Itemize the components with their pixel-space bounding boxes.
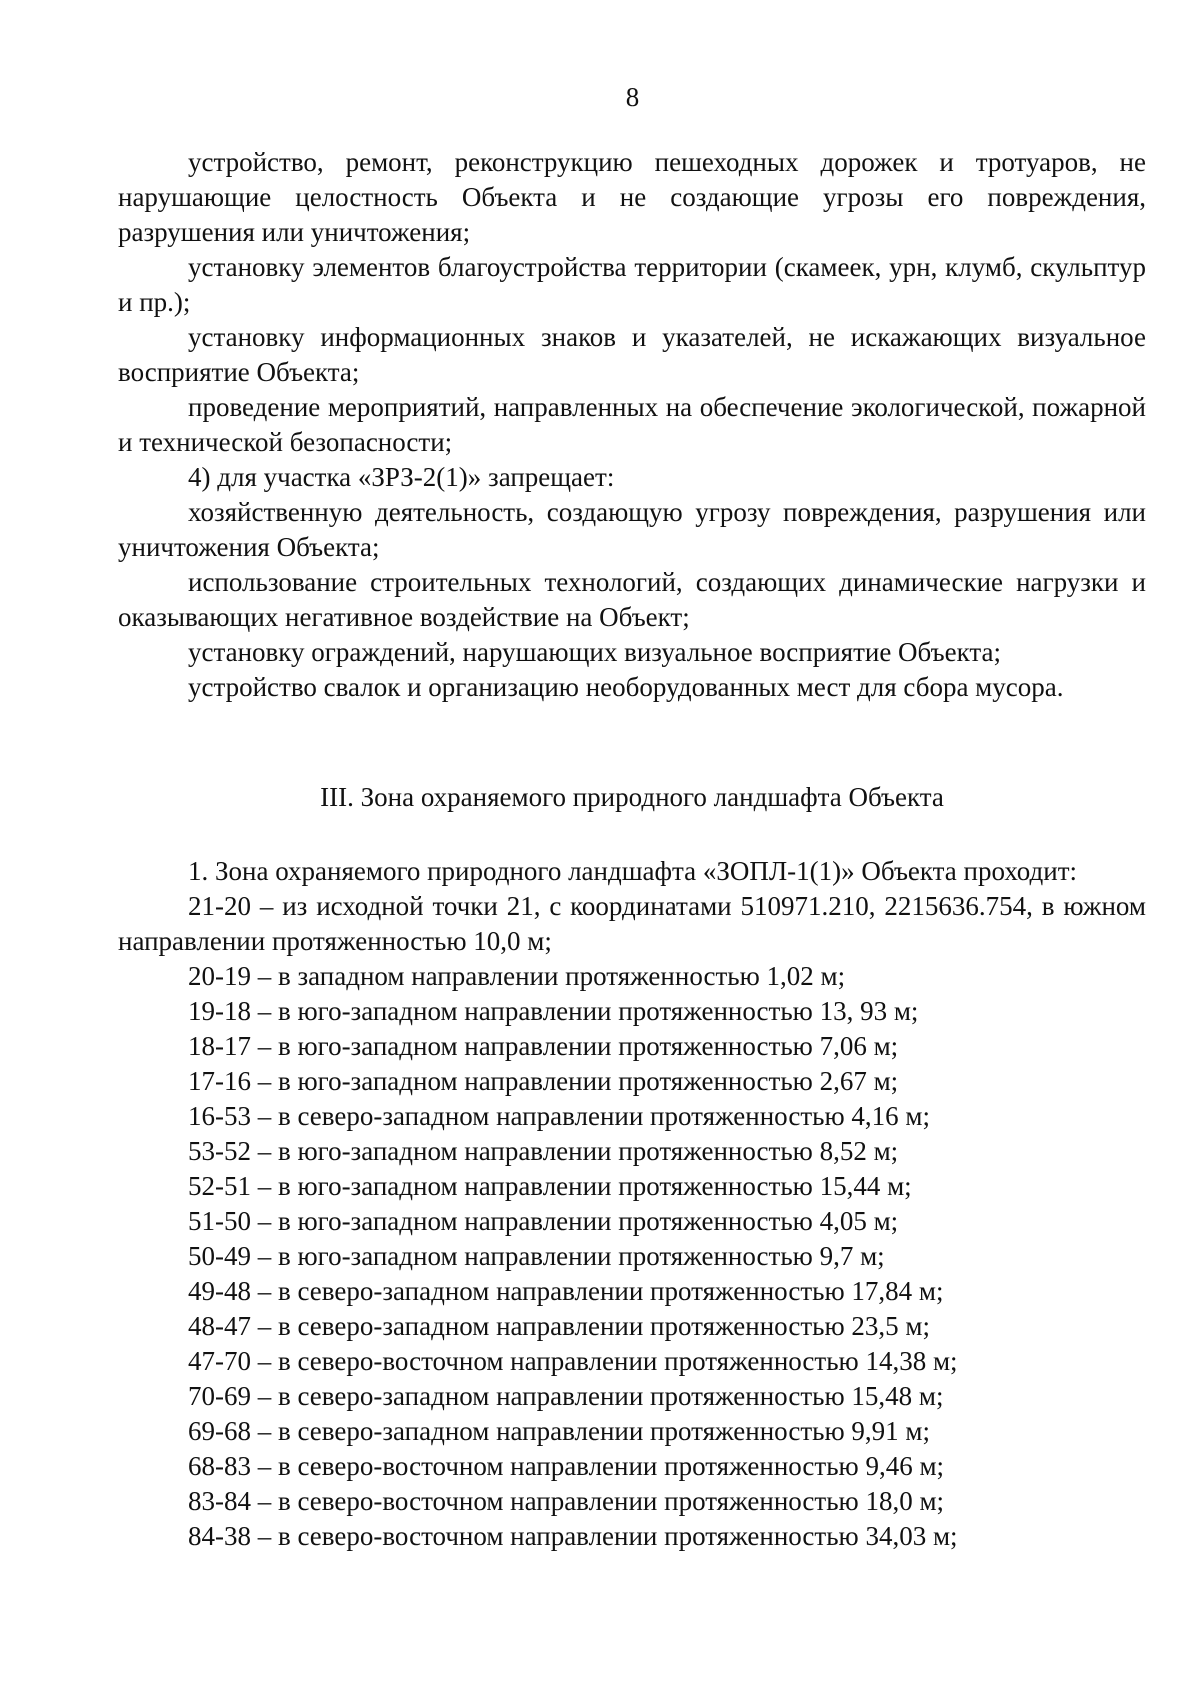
paragraph: установку ограждений, нарушающих визуальное восприятие Объекта; <box>188 637 1001 667</box>
page-number: 8 <box>625 82 640 112</box>
paragraph: 1. Зона охраняемого природного ландшафта «ЗОПЛ-1(1)» Объекта проходит: <box>188 856 1077 886</box>
paragraph: устройство свалок и организацию необорудованных мест для сбора мусора. <box>188 672 1064 702</box>
paragraph: 50-49 – в юго-западном направлении протяженностью 9,7 м; <box>188 1241 885 1271</box>
section-heading: III. Зона охраняемого природного ландшафта Объекта <box>320 782 944 812</box>
section-heading-container <box>118 780 1146 815</box>
paragraph: 70-69 – в северо-западном направлении протяженностью 15,48 м; <box>188 1381 944 1411</box>
paragraph: использование строительных технологий, создающих динамические нагрузки и оказывающих негативное воздействие на Объект; <box>118 567 1146 632</box>
paragraph: 53-52 – в юго-западном направлении протяженностью 8,52 м; <box>188 1136 899 1166</box>
paragraph: 16-53 – в северо-западном направлении протяженностью 4,16 м; <box>188 1101 930 1131</box>
paragraph: 68-83 – в северо-восточном направлении протяженностью 9,46 м; <box>188 1451 945 1481</box>
paragraph: 21-20 – из исходной точки 21, с координатами 510971.210, 2215636.754, в южном направлении протяженностью 10,0 м; <box>118 891 1146 956</box>
paragraph: 83-84 – в северо-восточном направлении протяженностью 18,0 м; <box>188 1486 945 1516</box>
paragraph: 84-38 – в северо-восточном направлении протяженностью 34,03 м; <box>188 1521 958 1551</box>
paragraph: хозяйственную деятельность, создающую угрозу повреждения, разрушения или уничтожения Объекта; <box>118 497 1146 562</box>
paragraph: 49-48 – в северо-западном направлении протяженностью 17,84 м; <box>188 1276 944 1306</box>
section-top-paragraphs <box>118 145 1146 705</box>
paragraph: 48-47 – в северо-западном направлении протяженностью 23,5 м; <box>188 1311 930 1341</box>
paragraph: установку элементов благоустройства территории (скамеек, урн, клумб, скульптур и пр.); <box>118 252 1146 317</box>
paragraph: 69-68 – в северо-западном направлении протяженностью 9,91 м; <box>188 1416 930 1446</box>
paragraph: проведение мероприятий, направленных на обеспечение экологической, пожарной и технической безопасности; <box>118 392 1146 457</box>
paragraph: 17-16 – в юго-западном направлении протяженностью 2,67 м; <box>188 1066 899 1096</box>
paragraph: 47-70 – в северо-восточном направлении протяженностью 14,38 м; <box>188 1346 958 1376</box>
section-bottom-paragraphs <box>118 854 1146 1554</box>
paragraph: 52-51 – в юго-западном направлении протяженностью 15,44 м; <box>188 1171 912 1201</box>
paragraph: 51-50 – в юго-западном направлении протяженностью 4,05 м; <box>188 1206 899 1236</box>
paragraph: установку информационных знаков и указателей, не искажающих визуальное восприятие Объекта; <box>118 322 1146 387</box>
paragraph: 19-18 – в юго-западном направлении протяженностью 13, 93 м; <box>188 996 919 1026</box>
paragraph: 20-19 – в западном направлении протяженностью 1,02 м; <box>188 961 846 991</box>
paragraph: 4) для участка «ЗРЗ-2(1)» запрещает: <box>188 462 615 492</box>
paragraph: устройство, ремонт, реконструкцию пешеходных дорожек и тротуаров, не нарушающие целостность Объекта и не создающие угрозы его повреждения, разрушения или уничтожения; <box>118 147 1146 247</box>
paragraph: 18-17 – в юго-западном направлении протяженностью 7,06 м; <box>188 1031 899 1061</box>
